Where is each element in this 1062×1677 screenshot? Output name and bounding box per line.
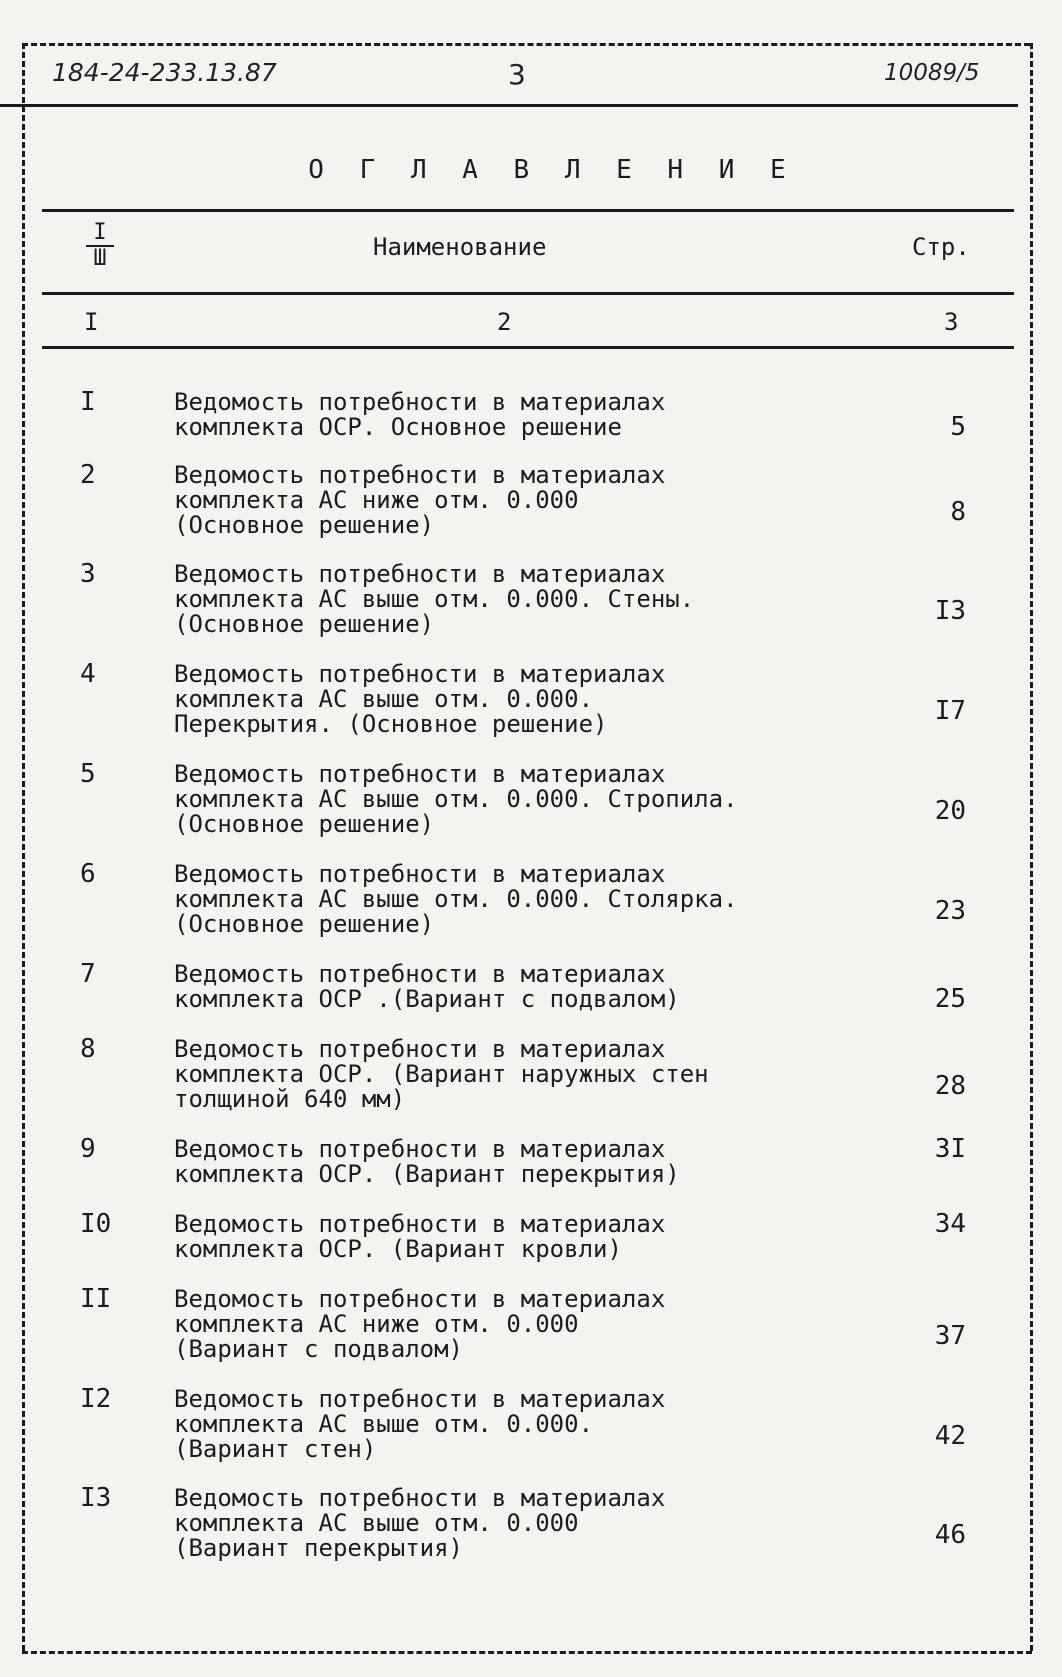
toc-entry-title-line: комплекта ОСР. (Вариант перекрытия) — [174, 1160, 680, 1188]
toc-entry-number: II — [80, 1284, 112, 1314]
toc-entry-title-line: Перекрытия. (Основное решение) — [174, 710, 608, 738]
column-number-3: 3 — [944, 308, 959, 336]
toc-entry-title-line: Ведомость потребности в материалах — [174, 560, 666, 588]
toc-entry-title-line: комплекта АС выше отм. 0.000. Стены. — [174, 585, 695, 613]
toc-entry-title-line: Ведомость потребности в материалах — [174, 1135, 666, 1163]
toc-entry-title-line: Ведомость потребности в материалах — [174, 660, 666, 688]
toc-entry-title — [174, 390, 774, 440]
column-name-header: Наименование — [373, 233, 547, 261]
toc-entry-page: 46 — [934, 1520, 966, 1550]
toc-entry-title-line: (Основное решение) — [174, 610, 435, 638]
toc-entry-title-line: Ведомость потребности в материалах — [174, 388, 666, 416]
toc-entry-number: 6 — [80, 859, 96, 889]
toc-entry-number: 5 — [80, 759, 96, 789]
toc-entry-title-line: Ведомость потребности в материалах — [174, 760, 666, 788]
toc-entry-number: I3 — [80, 1483, 112, 1513]
frame-border-right — [1030, 43, 1033, 1651]
toc-entry-page: 5 — [950, 412, 966, 442]
toc-entry-title — [174, 662, 774, 737]
toc-entry-title-line: комплекта АС ниже отм. 0.000 — [174, 1310, 579, 1338]
toc-entry-title-line: Ведомость потребности в материалах — [174, 461, 666, 489]
toc-entry-title — [174, 1037, 774, 1112]
toc-entry-title-line: комплекта АС выше отм. 0.000. Стропила. — [174, 785, 738, 813]
toc-entry-page: 37 — [934, 1321, 966, 1351]
toc-entry-title-line: комплекта АС выше отм. 0.000. Столярка. — [174, 885, 738, 913]
toc-entry-title-line: Ведомость потребности в материалах — [174, 1285, 666, 1313]
frame-border-left — [22, 43, 25, 1651]
toc-entry-title-line: (Основное решение) — [174, 511, 435, 539]
frame-border-top — [22, 43, 1030, 46]
toc-entry-title-line: Ведомость потребности в материалах — [174, 960, 666, 988]
toc-entry-title — [174, 562, 774, 637]
toc-entry-title-line: комплекта ОСР. (Вариант кровли) — [174, 1235, 622, 1263]
toc-entry-number: I0 — [80, 1209, 112, 1239]
toc-entry-title-line: комплекта АС выше отм. 0.000 — [174, 1509, 579, 1537]
toc-entry-title-line: комплекта ОСР .(Вариант с подвалом) — [174, 985, 680, 1013]
table-body-rule — [42, 346, 1014, 349]
column-number-1: I — [84, 308, 99, 336]
toc-entry-title-line: комплекта ОСР. (Вариант наружных стен — [174, 1060, 709, 1088]
toc-entry-title-line: (Вариант стен) — [174, 1435, 377, 1463]
toc-entry-page: 3I — [934, 1134, 966, 1164]
toc-entry-title-line: (Основное решение) — [174, 810, 435, 838]
toc-entry-title — [174, 1212, 774, 1262]
toc-entry-title-line: (Основное решение) — [174, 910, 435, 938]
toc-entry-title — [174, 1137, 774, 1187]
table-header-rule — [42, 292, 1014, 295]
header-rule — [0, 104, 1018, 107]
toc-entry-title-line: Ведомость потребности в материалах — [174, 1484, 666, 1512]
inventory-number: 10089/5 — [884, 60, 980, 86]
toc-entry-page: 34 — [934, 1209, 966, 1239]
page-title: О Г Л А В Л Е Н И Е — [308, 155, 796, 185]
toc-entry-number: 2 — [80, 460, 96, 490]
toc-entry-title-line: (Вариант перекрытия) — [174, 1534, 463, 1562]
toc-entry-number: 9 — [80, 1134, 96, 1164]
toc-entry-page: I3 — [934, 596, 966, 626]
column-symbol-header — [82, 222, 118, 270]
toc-entry-page: 25 — [934, 984, 966, 1014]
toc-entry-title-line: толщиной 640 мм) — [174, 1085, 406, 1113]
toc-entry-page: 42 — [934, 1421, 966, 1451]
toc-entry-title-line: комплекта АС выше отм. 0.000. — [174, 1410, 594, 1438]
toc-entry-page: 28 — [934, 1071, 966, 1101]
toc-entry-title-line: комплекта ОСР. Основное решение — [174, 413, 622, 441]
page-number: 3 — [508, 58, 526, 91]
toc-entry-title-line: комплекта АС ниже отм. 0.000 — [174, 486, 579, 514]
toc-entry-title — [174, 962, 774, 1012]
toc-entry-title — [174, 463, 774, 538]
column-symbol-bottom: Ш — [93, 246, 107, 271]
toc-entry-title-line: Ведомость потребности в материалах — [174, 860, 666, 888]
toc-entry-page: 20 — [934, 796, 966, 826]
toc-entry-title-line: Ведомость потребности в материалах — [174, 1210, 666, 1238]
toc-entry-page: I7 — [934, 696, 966, 726]
toc-entry-number: 4 — [80, 659, 96, 689]
toc-entry-title — [174, 862, 774, 937]
toc-entry-number: 3 — [80, 559, 96, 589]
toc-entry-page: 8 — [950, 497, 966, 527]
toc-entry-title — [174, 1486, 774, 1561]
toc-entry-number: I2 — [80, 1384, 112, 1414]
toc-entry-title — [174, 1287, 774, 1362]
toc-entry-page: 23 — [934, 896, 966, 926]
toc-entry-title-line: комплекта АС выше отм. 0.000. — [174, 685, 594, 713]
toc-entry-title — [174, 762, 774, 837]
column-number-2: 2 — [497, 308, 512, 336]
doc-code: 184-24-233.13.87 — [52, 58, 277, 87]
column-symbol-top: I — [93, 220, 107, 245]
toc-entry-number: 7 — [80, 959, 96, 989]
toc-entry-title-line: (Вариант с подвалом) — [174, 1335, 463, 1363]
toc-entry-number: 8 — [80, 1034, 96, 1064]
table-top-rule — [42, 209, 1014, 212]
toc-entry-title — [174, 1387, 774, 1462]
column-page-header: Стр. — [912, 233, 970, 261]
toc-entry-number: I — [80, 387, 96, 417]
toc-entry-title-line: Ведомость потребности в материалах — [174, 1385, 666, 1413]
toc-entry-title-line: Ведомость потребности в материалах — [174, 1035, 666, 1063]
frame-border-bottom — [22, 1651, 1032, 1654]
